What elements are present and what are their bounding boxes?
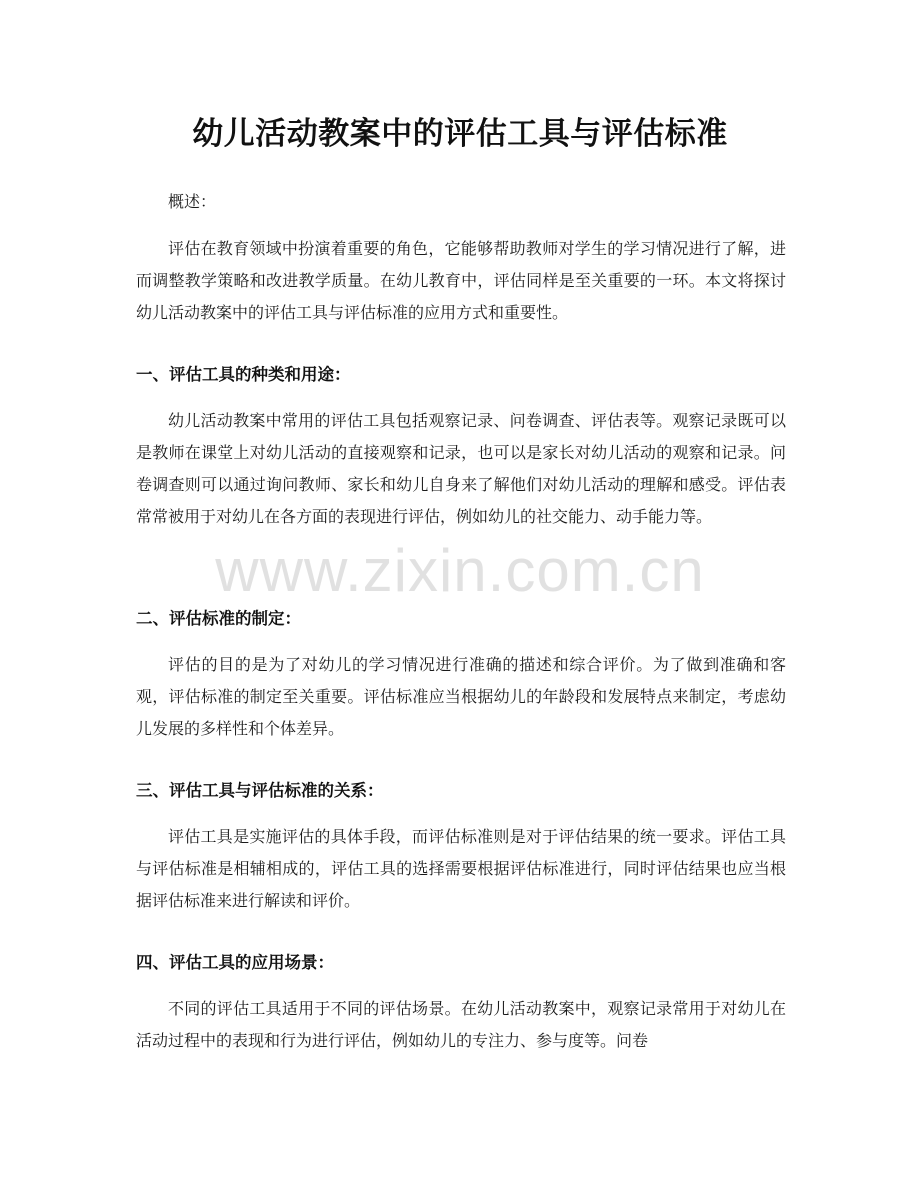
section-3-body: 评估工具是实施评估的具体手段，而评估标准则是对于评估结果的统一要求。评估工具与评估标准是相辅相成的，评估工具的选择需要根据评估标准进行，同时评估结果也应当根据评估标准来进行解读和评价。 bbox=[136, 827, 786, 910]
section-1-heading: 一、评估工具的种类和用途： bbox=[136, 365, 351, 384]
section-1-body: 幼儿活动教案中常用的评估工具包括观察记录、问卷调查、评估表等。观察记录既可以是教师在课堂上对幼儿活动的直接观察和记录，也可以是家长对幼儿活动的观察和记录。问卷调查则可以通过询问教师、家长和幼儿自身来了解他们对幼儿活动的理解和感受。评估表常常被用于对幼儿在各方面的表现进行评估，例如幼儿的社交能力、动手能力等。 bbox=[136, 411, 786, 526]
section-2-body: 评估的目的是为了对幼儿的学习情况进行准确的描述和综合评价。为了做到准确和客观，评估标准的制定至关重要。评估标准应当根据幼儿的年龄段和发展特点来制定，考虑幼儿发展的多样性和个体差异。 bbox=[136, 655, 786, 738]
document-title: 幼儿活动教案中的评估工具与评估标准 bbox=[192, 116, 728, 152]
intro-paragraph: 评估在教育领域中扮演着重要的角色，它能够帮助教师对学生的学习情况进行了解，进而调整教学策略和改进教学质量。在幼儿教育中，评估同样是至关重要的一环。本文将探讨幼儿活动教案中的评估工具与评估标准的应用方式和重要性。 bbox=[136, 239, 786, 322]
section-4-heading: 四、评估工具的应用场景： bbox=[136, 953, 334, 972]
summary-label: 概述： bbox=[168, 192, 217, 211]
watermark: www.zixin.com.cn bbox=[215, 537, 705, 604]
section-4-body: 不同的评估工具适用于不同的评估场景。在幼儿活动教案中，观察记录常用于对幼儿在活动过程中的表现和行为进行评估，例如幼儿的专注力、参与度等。问卷 bbox=[136, 999, 786, 1050]
section-3-heading: 三、评估工具与评估标准的关系： bbox=[136, 781, 384, 800]
section-2-heading: 二、评估标准的制定： bbox=[136, 609, 301, 628]
